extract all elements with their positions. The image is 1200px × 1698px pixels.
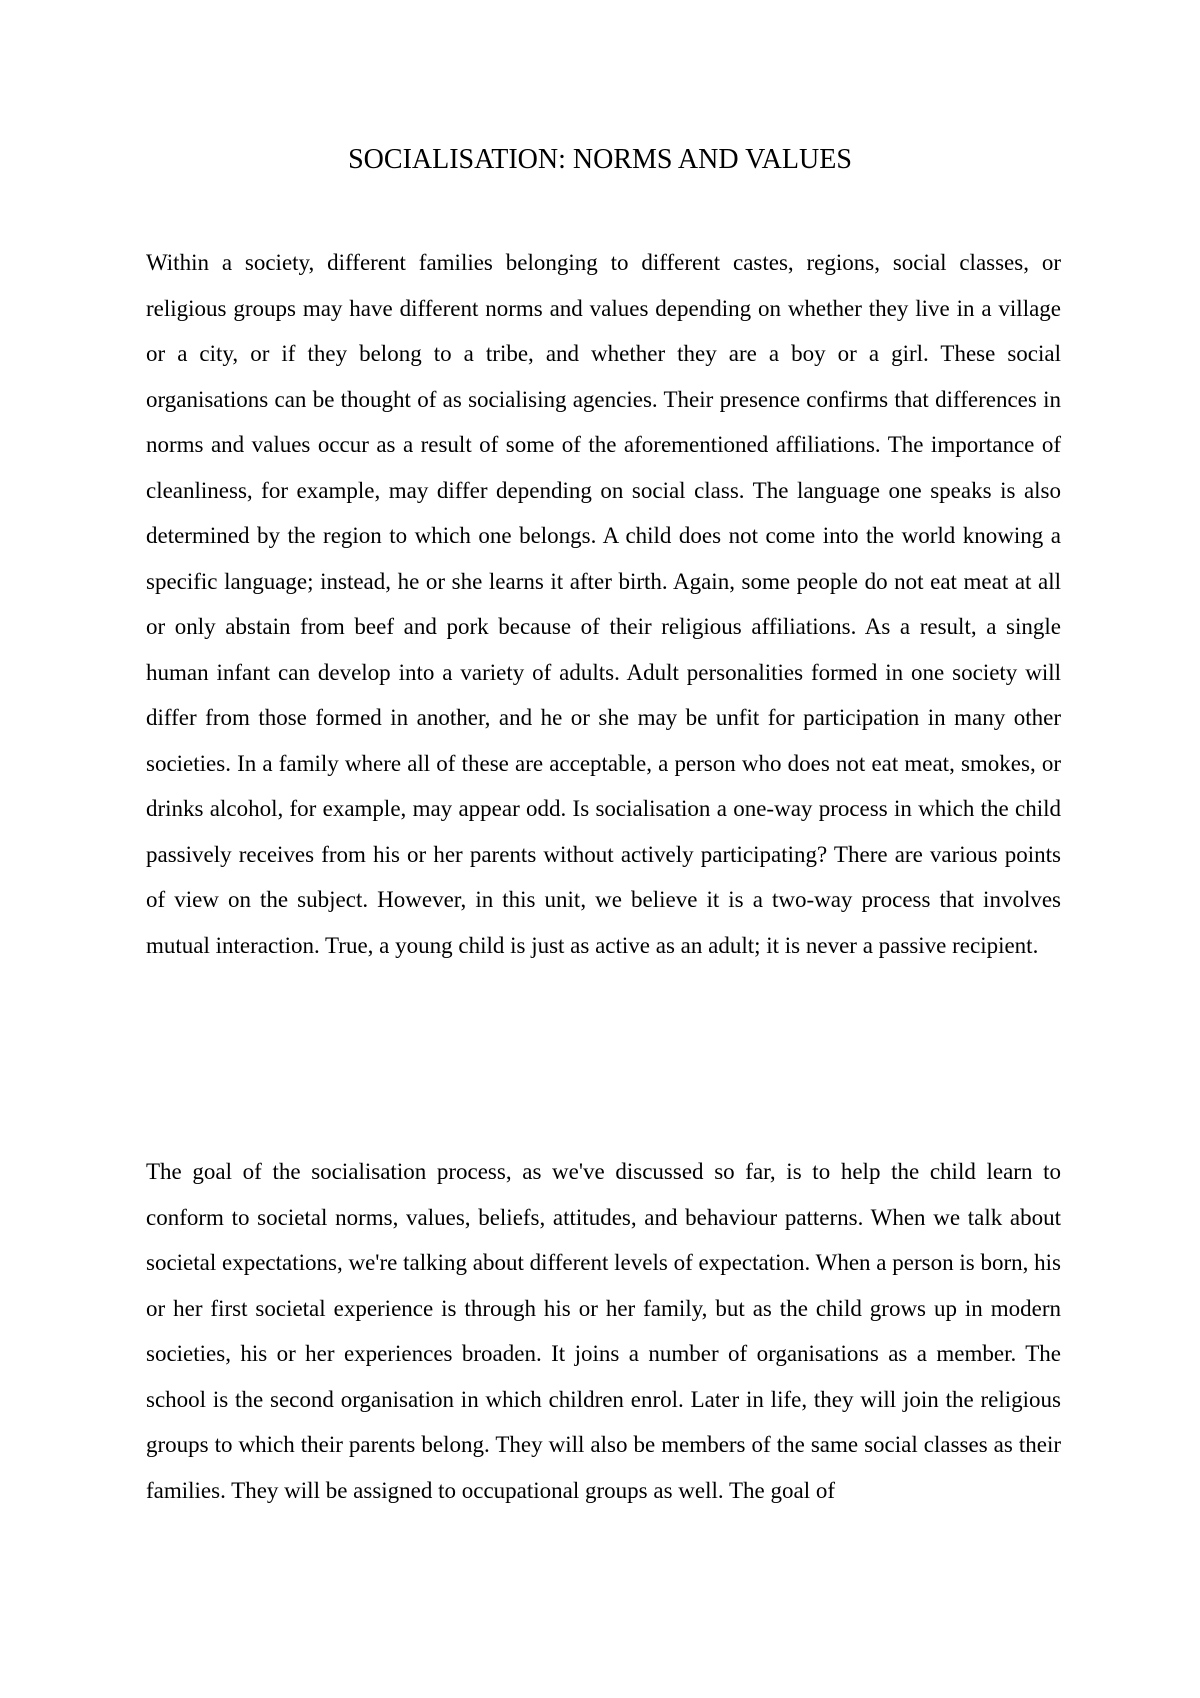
document-title: SOCIALISATION: NORMS AND VALUES [348, 144, 852, 175]
paragraph-1: Within a society, different families belonging to different castes, regions, social classes, or religious groups may have different norms and values depending on whether they live in a village or a city, or if they belong to a tribe, and whether they are a boy or a girl. These social organisations can be thought of as socialising agencies. Their presence confirms that differences in norms and values occur as a result of some of the aforementioned affiliations. The importance of cleanliness, for example, may differ depending on social class. The language one speaks is also determined by the region to which one belongs. A child does not come into the world knowing a specific language; instead, he or she learns it after birth. Again, some people do not eat meat at all or only abstain from beef and pork because of their religious affiliations. As a result, a single human infant can develop into a variety of adults. Adult personalities formed in one society will differ from those formed in another, and he or she may be unfit for participation in many other societies. In a family where all of these are acceptable, a person who does not eat meat, smokes, or drinks alcohol, for example, may appear odd. Is socialisation a one-way process in which the child passively receives from his or her parents without actively participating? There are various points of view on the subject. However, in this unit, we believe it is a two-way process that involves mutual interaction. True, a young child is just as active as an adult; it is never a passive recipient. [146, 250, 1061, 958]
paragraph-2: The goal of the socialisation process, as we've discussed so far, is to help the child learn to conform to societal norms, values, beliefs, attitudes, and behaviour patterns. When we talk about societal expectations, we're talking about different levels of expectation. When a person is born, his or her first societal experience is through his or her family, but as the child grows up in modern societies, his or her experiences broaden. It joins a number of organisations as a member. The school is the second organisation in which children enrol. Later in life, they will join the religious groups to which their parents belong. They will also be members of the same social classes as their families. They will be assigned to occupational groups as well. The goal of [146, 1159, 1061, 1503]
